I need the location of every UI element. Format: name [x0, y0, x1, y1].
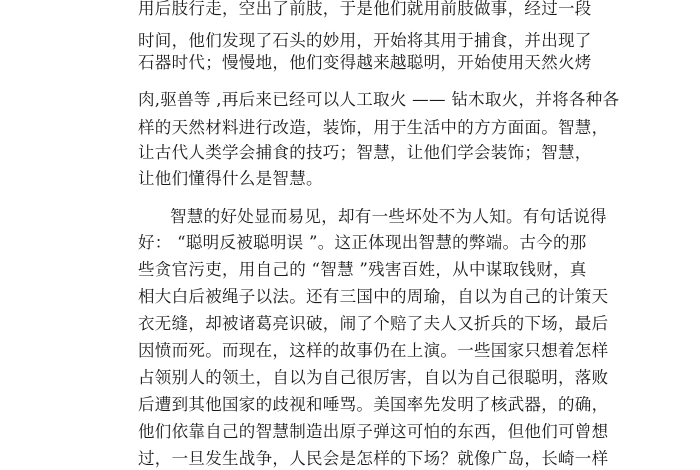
text-line: 时间，他们发现了石头的妙用，开始将其用于捕食，并出现了: [138, 31, 592, 50]
text-line: 占领别人的领土，自以为自己很厉害，自以为自己很聪明，落败: [138, 368, 609, 387]
text-line: 他们依靠自己的智慧制造出原子弹这可怕的东西，但他们可曾想: [138, 422, 609, 441]
text-line: 样的天然材料进行改造，装饰，用于生活中的方方面面。智慧，: [138, 118, 609, 137]
text-line: 用后肢行走，空出了前肢，于是他们就用前肢做事，经过一段: [138, 0, 592, 18]
text-line: 衣无缝，却被诸葛亮识破，闹了个赔了夫人又折兵的下场，最后: [138, 314, 609, 333]
text-line: 相大白后被绳子以法。还有三国中的周瑜，自以为自己的计策天: [138, 287, 609, 306]
text-line: 因愤而死。而现在，这样的故事仍在上演。一些国家只想着怎样: [138, 341, 609, 360]
text-line: 肉,驱兽等 ,再后来已经可以人工取火 —— 钻木取火，并将各种各: [138, 90, 620, 109]
text-line: 好： “聪明反被聪明误 ”。这正体现出智慧的弊端。古今的那: [138, 233, 587, 252]
text-line: 些贪官污吏，用自己的 “智慧 ”残害百姓，从中谋取钱财，真: [138, 260, 587, 279]
text-line: 石器时代；慢慢地，他们变得越来越聪明，开始使用天然火烤: [138, 53, 592, 72]
text-line: 让古代人类学会捕食的技巧；智慧，让他们学会装饰；智慧，: [138, 143, 592, 162]
text-line: 过，一旦发生战争，人民会是怎样的下场？就像广岛，长崎一样: [138, 449, 609, 468]
text-line: 智慧的好处显而易见，却有一些坏处不为人知。有句话说得: [170, 207, 607, 226]
text-line: 让他们懂得什么是智慧。: [138, 169, 323, 188]
text-line: 后遭到其他国家的歧视和唾骂。美国率先发明了核武器，的确，: [138, 395, 609, 414]
